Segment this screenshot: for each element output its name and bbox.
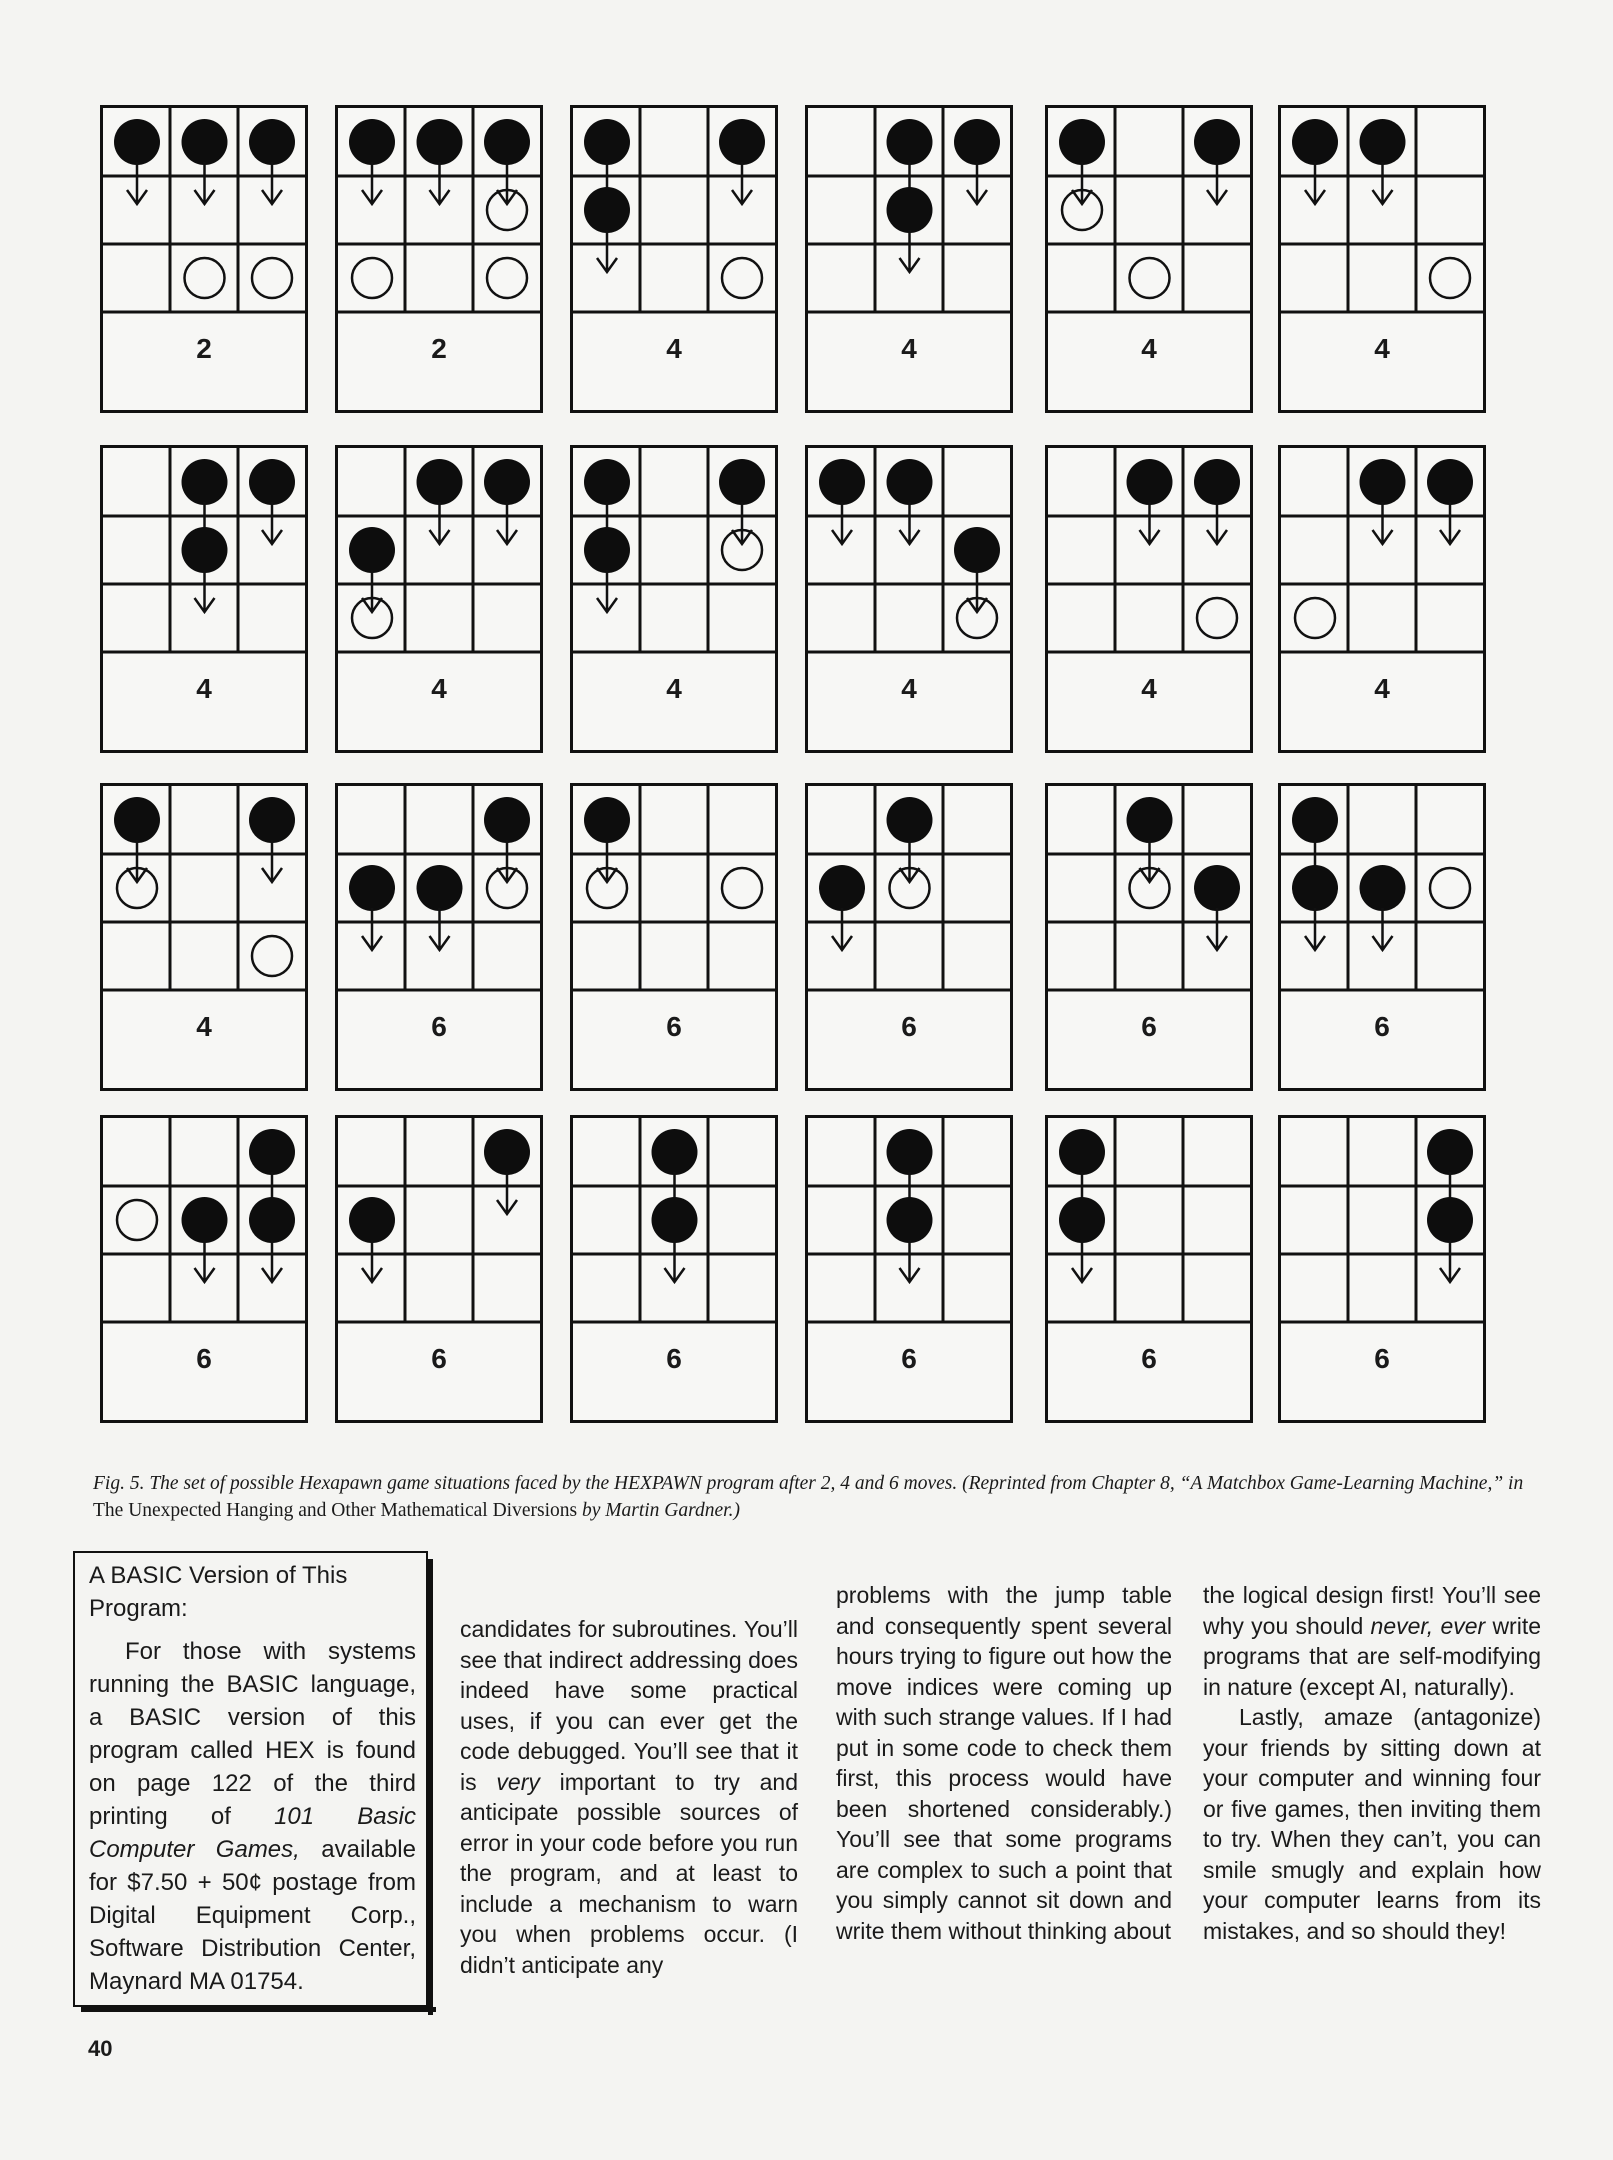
black-pawn <box>249 1129 295 1175</box>
black-pawn <box>114 797 160 843</box>
board-diagram <box>1045 445 1253 753</box>
board-move-count: 4 <box>196 1011 212 1042</box>
move-arrow <box>262 840 282 882</box>
black-pawn <box>584 527 630 573</box>
board-diagram <box>1278 445 1486 753</box>
board-move-count: 6 <box>666 1343 682 1374</box>
board-move-count: 6 <box>901 1011 917 1042</box>
board-diagram <box>570 105 778 413</box>
move-arrow <box>832 502 852 544</box>
black-pawn <box>249 459 295 505</box>
move-arrow <box>597 230 617 272</box>
board-move-count: 4 <box>1374 333 1390 364</box>
move-arrow <box>430 162 450 204</box>
black-pawn <box>652 1197 698 1243</box>
black-pawn <box>954 527 1000 573</box>
black-pawn <box>1427 1129 1473 1175</box>
move-arrow <box>1207 908 1227 950</box>
black-pawn <box>819 459 865 505</box>
move-arrow <box>832 908 852 950</box>
black-pawn <box>484 797 530 843</box>
move-arrow <box>362 570 382 612</box>
board-diagram <box>1278 105 1486 413</box>
board-diagram <box>100 105 308 413</box>
move-arrow <box>967 570 987 612</box>
sidebar-body-text: For those with systems running the BASIC language, a BASIC version of this program called HEX is found on page 122 of the third printing of <box>89 1638 416 1830</box>
move-arrow <box>732 502 752 544</box>
caption-book-title: The Unexpected Hanging and Other Mathematical Diversions <box>93 1500 578 1521</box>
white-pawn <box>722 868 762 908</box>
board-diagram <box>570 445 778 753</box>
move-arrow <box>900 1240 920 1282</box>
board-diagram <box>100 445 308 753</box>
black-pawn <box>114 119 160 165</box>
move-arrow <box>900 230 920 272</box>
black-pawn <box>349 527 395 573</box>
sidebar-book-title: 101 Basic Computer Games, <box>89 1803 416 1863</box>
move-arrow <box>262 502 282 544</box>
black-pawn <box>652 1129 698 1175</box>
black-pawn <box>349 119 395 165</box>
column-3-text: the logical design first! You’ll see why you should <box>1203 1582 1541 1639</box>
board-move-count: 6 <box>196 1343 212 1374</box>
board-diagram <box>335 1115 543 1423</box>
board-move-count: 6 <box>1141 1343 1157 1374</box>
black-pawn <box>1127 459 1173 505</box>
black-pawn <box>249 797 295 843</box>
black-pawn <box>887 459 933 505</box>
sidebar-body <box>89 1635 416 1998</box>
black-pawn <box>584 459 630 505</box>
white-pawn <box>185 258 225 298</box>
move-arrow <box>127 840 147 882</box>
black-pawn <box>1427 1197 1473 1243</box>
board-diagram <box>805 445 1013 753</box>
white-pawn <box>1130 258 1170 298</box>
black-pawn <box>1194 119 1240 165</box>
board-move-count: 4 <box>196 673 212 704</box>
black-pawn <box>349 1197 395 1243</box>
move-arrow <box>900 502 920 544</box>
board-move-count: 2 <box>196 333 212 364</box>
move-arrow <box>597 840 617 882</box>
board-move-count: 4 <box>666 673 682 704</box>
caption-tail: by Martin Gardner.) <box>577 1500 740 1521</box>
board-diagram <box>805 1115 1013 1423</box>
move-arrow <box>430 502 450 544</box>
board-diagram <box>1045 783 1253 1091</box>
column-1-text-2: important to try and anticipate possible sources of error in your code before you run the program, and at least to include a mechanism to warn you when problems occur. (I didn’t anticipate any <box>460 1768 798 1978</box>
hexapawn-figure <box>100 90 1520 1450</box>
black-pawn <box>719 119 765 165</box>
black-pawn <box>887 797 933 843</box>
board-move-count: 4 <box>901 333 917 364</box>
black-pawn <box>584 797 630 843</box>
column-2-paragraph: problems with the jump table and consequently spent several hours trying to figure out how the move indices were coming up with such strange values. If I had put in some code to check them first, this process would have been shortened considerably.) You’ll see that some programs are complex to such a point that you simply cannot sit down and write them without thinking about <box>836 1582 1172 1944</box>
white-pawn <box>722 258 762 298</box>
text-column-1 <box>460 1614 798 1980</box>
board-diagram <box>335 105 543 413</box>
text-column-2 <box>836 1580 1172 1946</box>
move-arrow <box>195 162 215 204</box>
board-diagram <box>100 1115 308 1423</box>
board-move-count: 6 <box>1374 1011 1390 1042</box>
sidebar-title: A BASIC Version of This Program: <box>89 1562 348 1622</box>
black-pawn <box>417 459 463 505</box>
board-diagram <box>1045 1115 1253 1423</box>
board-move-count: 6 <box>1374 1343 1390 1374</box>
black-pawn <box>182 459 228 505</box>
black-pawn <box>954 119 1000 165</box>
move-arrow <box>665 1240 685 1282</box>
white-pawn <box>252 258 292 298</box>
board-diagram <box>100 783 308 1091</box>
black-pawn <box>182 119 228 165</box>
move-arrow <box>362 1240 382 1282</box>
column-3-emphasis: never, ever <box>1370 1612 1486 1639</box>
board-move-count: 4 <box>431 673 447 704</box>
black-pawn <box>887 187 933 233</box>
move-arrow <box>497 502 517 544</box>
black-pawn <box>1292 865 1338 911</box>
board-diagram <box>1278 783 1486 1091</box>
board-move-count: 2 <box>431 333 447 364</box>
black-pawn <box>584 187 630 233</box>
column-1-emphasis: very <box>496 1768 540 1795</box>
move-arrow <box>1305 908 1325 950</box>
black-pawn <box>484 459 530 505</box>
move-arrow <box>362 162 382 204</box>
column-3-paragraph-1 <box>1203 1580 1541 1702</box>
black-pawn <box>182 527 228 573</box>
board-move-count: 4 <box>1374 673 1390 704</box>
basic-version-sidebar <box>73 1551 428 2007</box>
move-arrow <box>1440 1240 1460 1282</box>
move-arrow <box>497 1172 517 1214</box>
move-arrow <box>1207 162 1227 204</box>
move-arrow <box>1207 502 1227 544</box>
text-column-3 <box>1203 1580 1541 1946</box>
white-pawn <box>1295 598 1335 638</box>
white-pawn <box>487 258 527 298</box>
sidebar-shadow-right <box>428 1559 433 2015</box>
black-pawn <box>887 1197 933 1243</box>
black-pawn <box>249 1197 295 1243</box>
black-pawn <box>484 119 530 165</box>
black-pawn <box>1059 1197 1105 1243</box>
move-arrow <box>1373 908 1393 950</box>
board-move-count: 4 <box>1141 333 1157 364</box>
move-arrow <box>1072 1240 1092 1282</box>
black-pawn <box>1360 119 1406 165</box>
black-pawn <box>887 119 933 165</box>
move-arrow <box>195 570 215 612</box>
move-arrow <box>1373 502 1393 544</box>
board-diagram <box>1278 1115 1486 1423</box>
column-3-paragraph-2: Lastly, amaze (antagonize) your friends by sitting down at your computer and winning four or five games, then inviting them to try. When they can’t, you can smile smugly and explain how your computer learns from its mistakes, and so should they! <box>1203 1704 1541 1944</box>
board-move-count: 6 <box>431 1343 447 1374</box>
black-pawn <box>1360 459 1406 505</box>
black-pawn <box>1059 1129 1105 1175</box>
black-pawn <box>349 865 395 911</box>
board-diagram <box>805 105 1013 413</box>
move-arrow <box>262 162 282 204</box>
move-arrow <box>127 162 147 204</box>
board-move-count: 4 <box>1141 673 1157 704</box>
black-pawn <box>182 1197 228 1243</box>
white-pawn <box>117 1200 157 1240</box>
move-arrow <box>732 162 752 204</box>
column-3-text-2: write programs that are self-modifying in nature (except AI, naturally). <box>1203 1612 1542 1700</box>
white-pawn <box>252 936 292 976</box>
move-arrow <box>497 162 517 204</box>
black-pawn <box>719 459 765 505</box>
move-arrow <box>900 840 920 882</box>
move-arrow <box>430 908 450 950</box>
white-pawn <box>1430 868 1470 908</box>
move-arrow <box>362 908 382 950</box>
board-diagram <box>805 783 1013 1091</box>
column-1-text: candidates for subroutines. You’ll see that indirect addressing does indeed have some practical uses, if you can ever get the code debugged. You’ll see that it is <box>460 1616 798 1795</box>
board-move-count: 4 <box>666 333 682 364</box>
black-pawn <box>584 119 630 165</box>
board-move-count: 6 <box>901 1343 917 1374</box>
move-arrow <box>1373 162 1393 204</box>
black-pawn <box>1360 865 1406 911</box>
black-pawn <box>1059 119 1105 165</box>
move-arrow <box>597 570 617 612</box>
move-arrow <box>967 162 987 204</box>
black-pawn <box>887 1129 933 1175</box>
black-pawn <box>417 119 463 165</box>
move-arrow <box>262 1240 282 1282</box>
board-diagram <box>335 445 543 753</box>
board-diagram <box>335 783 543 1091</box>
board-move-count: 6 <box>666 1011 682 1042</box>
move-arrow <box>1140 840 1160 882</box>
page-number: 40 <box>88 2036 113 2061</box>
move-arrow <box>497 840 517 882</box>
board-diagram <box>570 1115 778 1423</box>
white-pawn <box>1430 258 1470 298</box>
black-pawn <box>417 865 463 911</box>
figure-caption <box>93 1470 1533 1524</box>
board-move-count: 6 <box>1141 1011 1157 1042</box>
sidebar-shadow-bottom <box>81 2007 436 2012</box>
black-pawn <box>819 865 865 911</box>
board-diagram <box>1045 105 1253 413</box>
board-diagram <box>570 783 778 1091</box>
black-pawn <box>484 1129 530 1175</box>
black-pawn <box>1194 865 1240 911</box>
caption-lead: Fig. 5. The set of possible Hexapawn game situations faced by the HEXPAWN program after 2, 4 and 6 moves. (Reprinted from Chapter 8, “A Matchbox Game-Learning Machine,” in <box>93 1473 1524 1494</box>
move-arrow <box>1072 162 1092 204</box>
white-pawn <box>1197 598 1237 638</box>
board-move-count: 4 <box>901 673 917 704</box>
black-pawn <box>1127 797 1173 843</box>
board-move-count: 6 <box>431 1011 447 1042</box>
black-pawn <box>1427 459 1473 505</box>
black-pawn <box>1292 119 1338 165</box>
white-pawn <box>352 258 392 298</box>
sidebar-body-text-2: available for $7.50 + 50¢ postage from Digital Equipment Corp., Software Distribution Center, Maynard MA 01754. <box>89 1836 416 1995</box>
move-arrow <box>195 1240 215 1282</box>
move-arrow <box>1440 502 1460 544</box>
black-pawn <box>249 119 295 165</box>
black-pawn <box>1194 459 1240 505</box>
move-arrow <box>1140 502 1160 544</box>
move-arrow <box>1305 162 1325 204</box>
black-pawn <box>1292 797 1338 843</box>
column-1-paragraph <box>460 1614 798 1980</box>
